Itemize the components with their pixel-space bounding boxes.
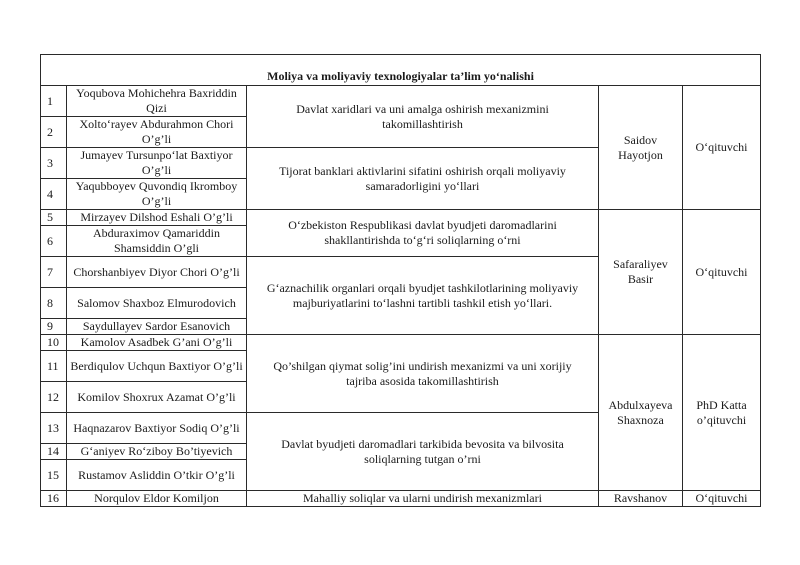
- supervisor-name: Safaraliyev Basir: [599, 210, 683, 335]
- student-name: Rustamov Asliddin O’tkir O’g’li: [67, 460, 247, 491]
- student-name: Norqulov Eldor Komiljon: [67, 491, 247, 507]
- thesis-topic: Tijorat banklari aktivlarini sifatini oshirish orqali moliyaviy samaradorligini yo‘llari: [247, 148, 599, 210]
- row-number: 13: [41, 413, 67, 444]
- student-name: G‘aniyev Ro‘ziboy Bo’tiyevich: [67, 444, 247, 460]
- student-name: Kamolov Asadbek G’ani O’g’li: [67, 335, 247, 351]
- student-name: Komilov Shoxrux Azamat O’g’li: [67, 382, 247, 413]
- supervisor-assignment-table: [40, 54, 761, 507]
- row-number: 11: [41, 351, 67, 382]
- supervisor-position: O‘qituvchi: [683, 491, 761, 507]
- row-number: 2: [41, 117, 67, 148]
- student-name: Abduraximov Qamariddin Shamsiddin O’gli: [67, 226, 247, 257]
- supervisor-name: Saidov Hayotjon: [599, 86, 683, 210]
- student-name: Xolto‘rayev Abdurahmon Chori O’g’li: [67, 117, 247, 148]
- thesis-topic: Mahalliy soliqlar va ularni undirish mexanizmlari: [247, 491, 599, 507]
- row-number: 6: [41, 226, 67, 257]
- row-number: 9: [41, 319, 67, 335]
- row-number: 7: [41, 257, 67, 288]
- student-name: Chorshanbiyev Diyor Chori O’g’li: [67, 257, 247, 288]
- student-name: Saydullayev Sardor Esanovich: [67, 319, 247, 335]
- row-number: 3: [41, 148, 67, 179]
- supervisor-position: O‘qituvchi: [683, 86, 761, 210]
- row-number: 5: [41, 210, 67, 226]
- row-number: 10: [41, 335, 67, 351]
- row-number: 15: [41, 460, 67, 491]
- student-name: Salomov Shaxboz Elmurodovich: [67, 288, 247, 319]
- row-number: 8: [41, 288, 67, 319]
- supervisor-position: O‘qituvchi: [683, 210, 761, 335]
- row-number: 16: [41, 491, 67, 507]
- supervisor-name: Ravshanov: [599, 491, 683, 507]
- student-name: Yoqubova Mohichehra Baxriddin Qizi: [67, 86, 247, 117]
- thesis-topic: Davlat xaridlari va uni amalga oshirish mexanizmini takomillashtirish: [247, 86, 599, 148]
- student-name: Jumayev Tursunpo‘lat Baxtiyor O’g’li: [67, 148, 247, 179]
- student-name: Mirzayev Dilshod Eshali O’g’li: [67, 210, 247, 226]
- student-name: Yaqubboyev Quvondiq Ikromboy O’g’li: [67, 179, 247, 210]
- table-title: Moliya va moliyaviy texnologiyalar ta’lim yo‘nalishi: [41, 55, 761, 86]
- row-number: 12: [41, 382, 67, 413]
- row-number: 4: [41, 179, 67, 210]
- supervisor-name: Abdulxayeva Shaxnoza: [599, 335, 683, 491]
- row-number: 1: [41, 86, 67, 117]
- thesis-topic: G‘aznachilik organlari orqali byudjet tashkilotlarining moliyaviy majburiyatlarini to‘lashni tartibli tashkil etish yo‘llari.: [247, 257, 599, 335]
- thesis-topic: O‘zbekiston Respublikasi davlat byudjeti daromadlarini shakllantirishda to‘g‘ri soliqlarning o‘rni: [247, 210, 599, 257]
- thesis-topic: Davlat byudjeti daromadlari tarkibida bevosita va bilvosita soliqlarning tutgan o’rni: [247, 413, 599, 491]
- student-name: Haqnazarov Baxtiyor Sodiq O’g’li: [67, 413, 247, 444]
- supervisor-position: PhD Katta o’qituvchi: [683, 335, 761, 491]
- thesis-topic: Qo’shilgan qiymat solig’ini undirish mexanizmi va uni xorijiy tajriba asosida takomillashtirish: [247, 335, 599, 413]
- row-number: 14: [41, 444, 67, 460]
- student-name: Berdiqulov Uchqun Baxtiyor O’g’li: [67, 351, 247, 382]
